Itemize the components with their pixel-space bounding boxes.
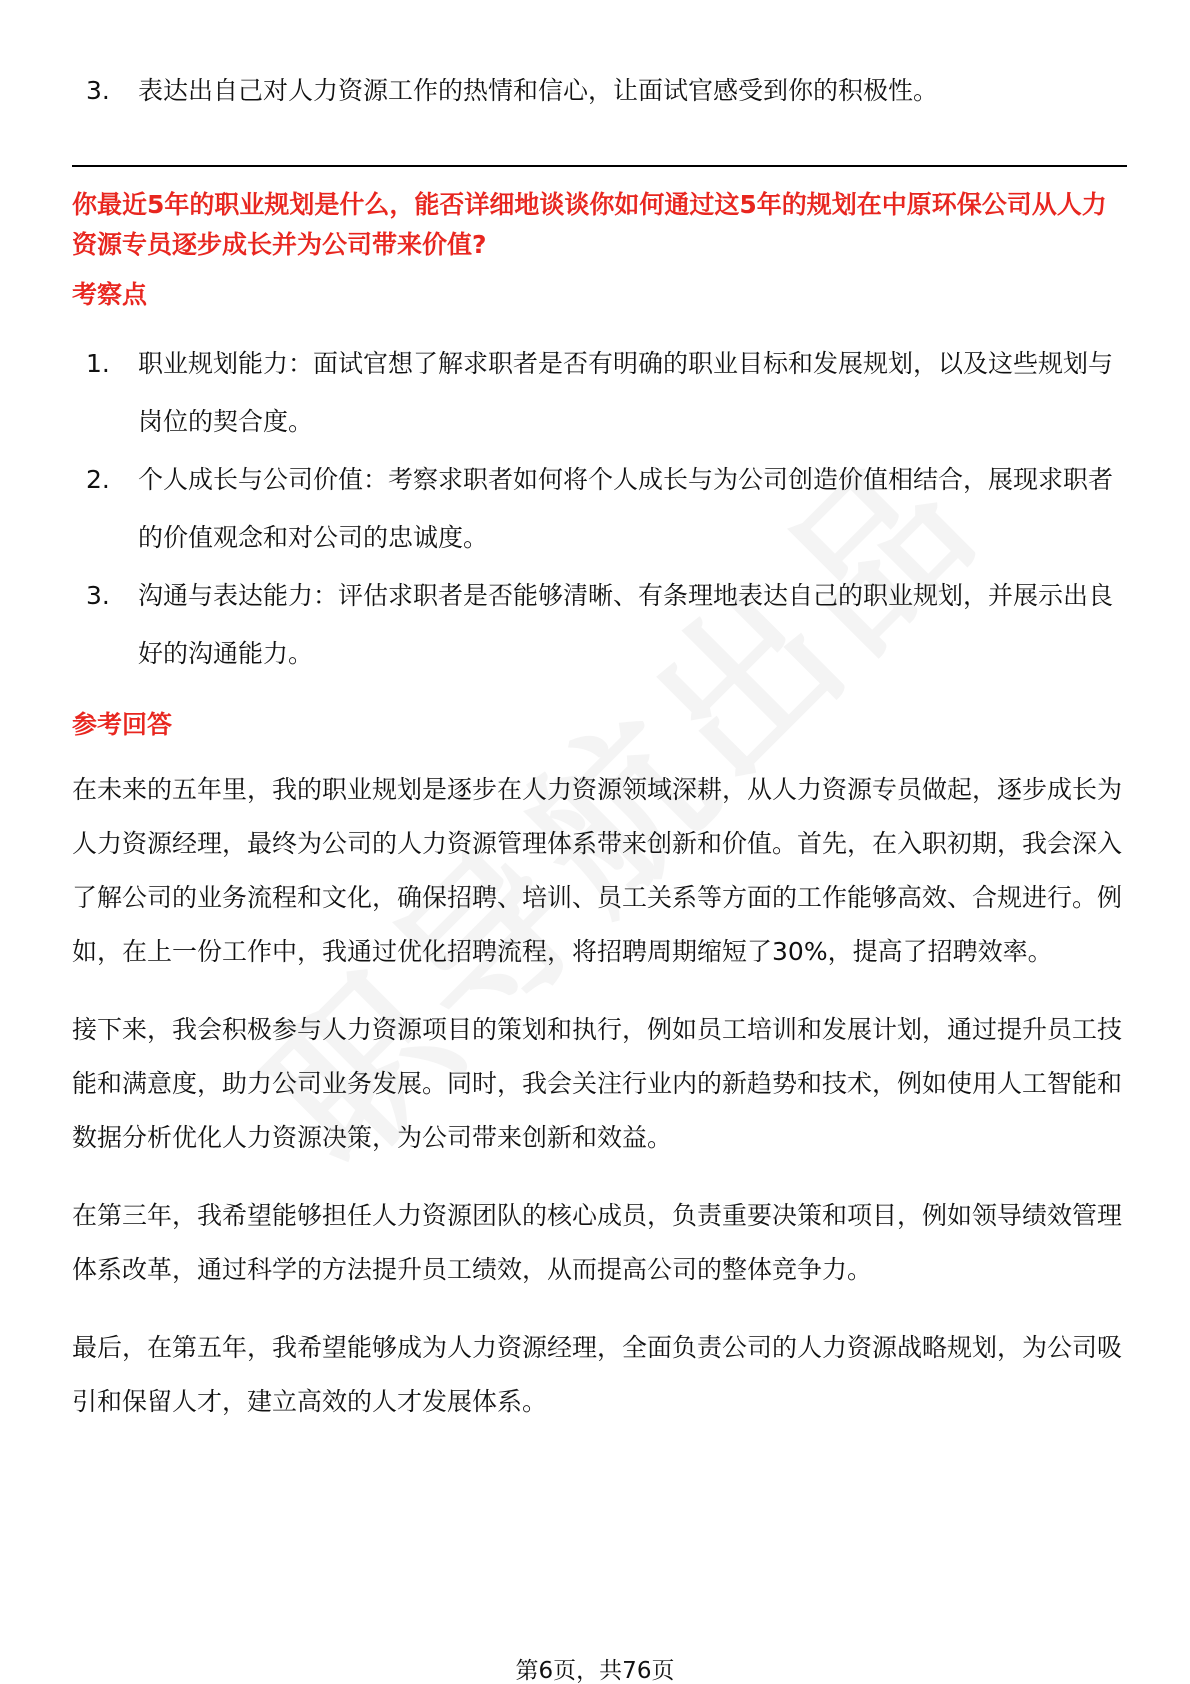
- list-number: 3.: [86, 76, 110, 105]
- list-text: 沟通与表达能力：评估求职者是否能够清晰、有条理地表达自己的职业规划，并展示出良好的沟通能力。: [138, 581, 1114, 668]
- list-number: 1.: [86, 349, 110, 378]
- page-footer: 第6页，共76页: [515, 1658, 675, 1684]
- answer-paragraph: 在未来的五年里，我的职业规划是逐步在人力资源领域深耕，从人力资源专员做起，逐步成长为人力资源经理，最终为公司的人力资源管理体系带来创新和价值。首先，在入职初期，我会深入了解公司的业务流程和文化，确保招聘、培训、员工关系等方面的工作能够高效、合规进行。例如，在上一份工作中，我通过优化招聘流程，将招聘周期缩短了30%，提高了招聘效率。: [72, 775, 1123, 966]
- list-text: 职业规划能力：面试官想了解求职者是否有明确的职业目标和发展规划，以及这些规划与岗位的契合度。: [138, 349, 1114, 436]
- answer-section-title: 参考回答: [72, 710, 173, 739]
- focus-section-title: 考察点: [72, 280, 148, 309]
- answer-paragraph: 最后，在第五年，我希望能够成为人力资源经理，全面负责公司的人力资源战略规划，为公司吸引和保留人才，建立高效的人才发展体系。: [72, 1333, 1123, 1416]
- question-heading: 你最近5年的职业规划是什么，能否详细地谈谈你如何通过这5年的规划在中原环保公司从人力资源专员逐步成长并为公司带来价值?: [72, 190, 1107, 259]
- list-item: [72, 451, 1122, 567]
- list-item: [72, 335, 1122, 451]
- focus-list: [72, 335, 1122, 683]
- list-text: 表达出自己对人力资源工作的热情和信心，让面试官感受到你的积极性。: [138, 76, 939, 105]
- list-item: [72, 567, 1122, 683]
- list-number: 3.: [86, 581, 110, 610]
- list-text: 个人成长与公司价值：考察求职者如何将个人成长与为公司创造价值相结合，展现求职者的价值观念和对公司的忠诚度。: [138, 465, 1114, 552]
- list-number: 2.: [86, 465, 110, 494]
- document-body: [72, 62, 1122, 1453]
- divider: [72, 165, 1127, 167]
- answer-paragraph: 在第三年，我希望能够担任人力资源团队的核心成员，负责重要决策和项目，例如领导绩效管理体系改革，通过科学的方法提升员工绩效，从而提高公司的整体竞争力。: [72, 1201, 1123, 1284]
- list-item: [72, 62, 1122, 120]
- answer-paragraph: 接下来，我会积极参与人力资源项目的策划和执行，例如员工培训和发展计划，通过提升员工技能和满意度，助力公司业务发展。同时，我会关注行业内的新趋势和技术，例如使用人工智能和数据分析优化人力资源决策，为公司带来创新和效益。: [72, 1015, 1123, 1152]
